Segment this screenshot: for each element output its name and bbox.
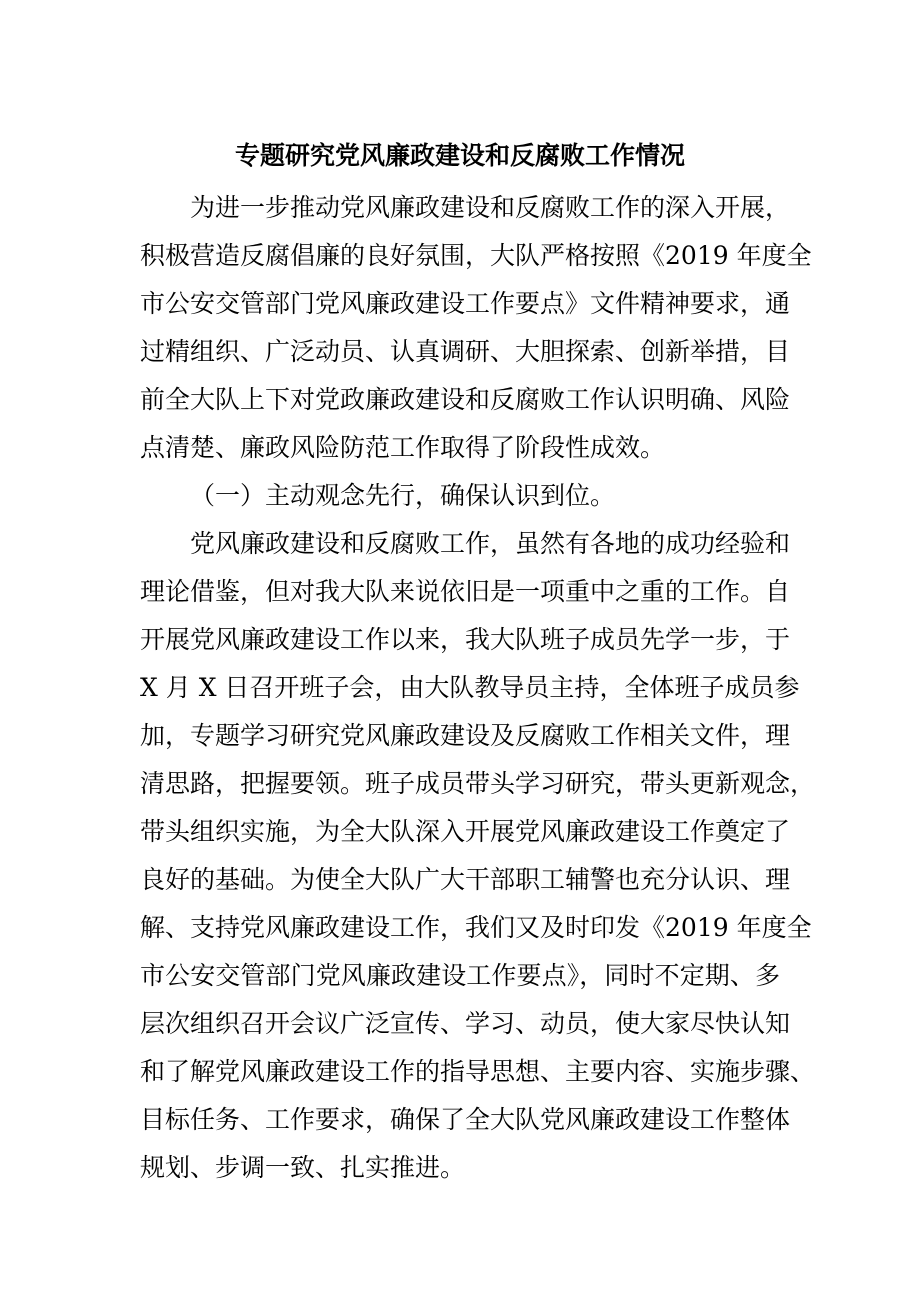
paragraph-2-line-13: 目标任务、工作要求，确保了全大队党风廉政建设工作整体 bbox=[140, 1105, 791, 1134]
paragraph-1-line-6: 点清楚、廉政风险防范工作取得了阶段性成效。 bbox=[140, 433, 666, 462]
paragraph-2-line-9: 解、支持党风廉政建设工作，我们又及时印发《2019 年度全 bbox=[140, 913, 812, 942]
paragraph-1-line-4: 过精组织、广泛动员、认真调研、大胆探索、创新举措，目 bbox=[140, 337, 791, 366]
paragraph-2-line-5: 加，专题学习研究党风廉政建设及反腐败工作相关文件，理 bbox=[140, 721, 791, 750]
paragraph-2-line-6: 清思路，把握要领。班子成员带头学习研究，带头更新观念， bbox=[140, 769, 816, 798]
paragraph-2-line-7: 带头组织实施，为全大队深入开展党风廉政建设工作奠定了 bbox=[140, 817, 791, 846]
paragraph-2-line-11: 层次组织召开会议广泛宣传、学习、动员，使大家尽快认知 bbox=[140, 1009, 791, 1038]
paragraph-2-line-14: 规划、步调一致、扎实推进。 bbox=[140, 1153, 466, 1182]
paragraph-2-line-12: 和了解党风廉政建设工作的指导思想、主要内容、实施步骤、 bbox=[140, 1057, 816, 1086]
paragraph-1-line-3: 市公安交管部门党风廉政建设工作要点》文件精神要求，通 bbox=[140, 289, 791, 318]
paragraph-2-line-10: 市公安交管部门党风廉政建设工作要点》，同时不定期、多 bbox=[140, 961, 780, 990]
paragraph-1-line-2: 积极营造反腐倡廉的良好氛围，大队严格按照《2019 年度全 bbox=[140, 241, 812, 270]
document-title: 专题研究党风廉政建设和反腐败工作情况 bbox=[234, 141, 685, 170]
paragraph-2-line-3: 开展党风廉政建设工作以来，我大队班子成员先学一步，于 bbox=[140, 625, 791, 654]
paragraph-2-line-1: 党风廉政建设和反腐败工作，虽然有各地的成功经验和 bbox=[190, 529, 791, 558]
section-heading: （一）主动观念先行，确保认识到位。 bbox=[190, 481, 616, 510]
paragraph-2-line-8: 良好的基础。为使全大队广大干部职工辅警也充分认识、理 bbox=[140, 865, 791, 894]
paragraph-1-line-5: 前全大队上下对党政廉政建设和反腐败工作认识明确、风险 bbox=[140, 385, 791, 414]
paragraph-2-line-2: 理论借鉴，但对我大队来说依旧是一项重中之重的工作。自 bbox=[140, 577, 791, 606]
paragraph-1-line-1: 为进一步推动党风廉政建设和反腐败工作的深入开展， bbox=[190, 193, 791, 222]
paragraph-2-line-4: X 月 X 日召开班子会，由大队教导员主持，全体班子成员参 bbox=[140, 673, 800, 702]
